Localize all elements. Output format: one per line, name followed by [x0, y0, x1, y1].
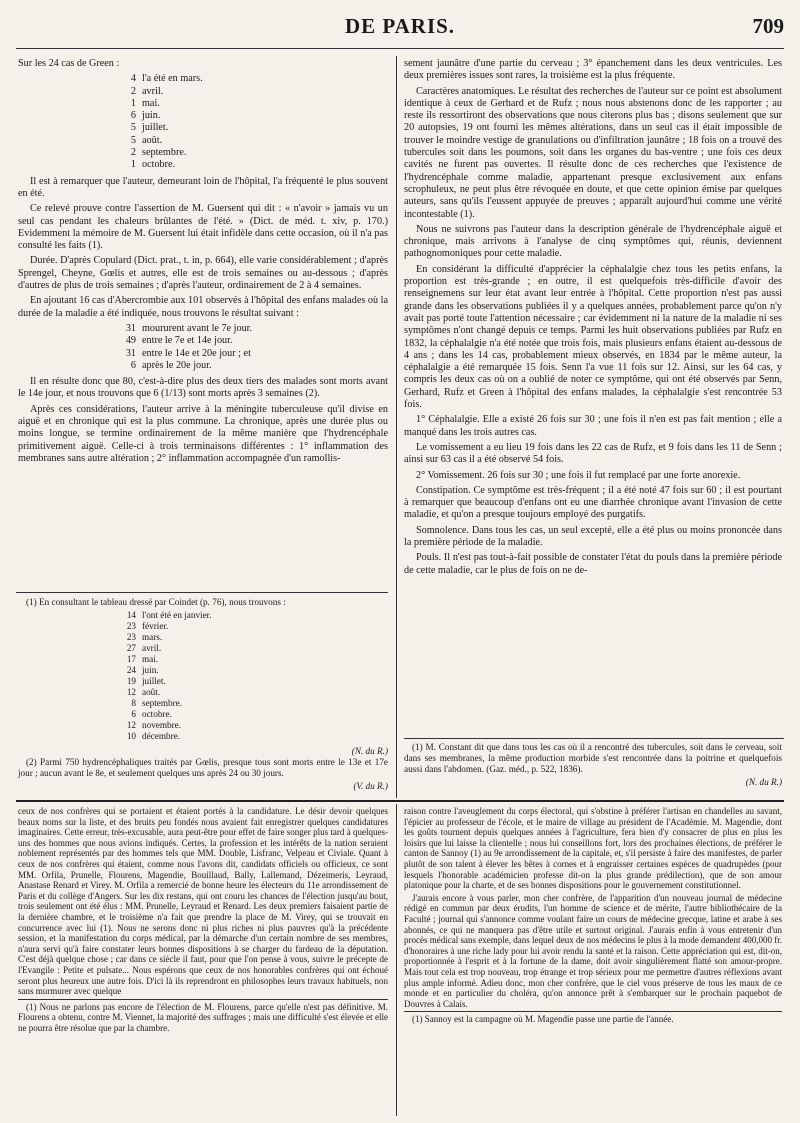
- table-row: 5 juillet.: [130, 122, 169, 134]
- table-row: 6 après le 20e jour.: [130, 359, 212, 371]
- footnote: (1) Nous ne parlons pas encore de l'élection de M. Flourens, parce qu'elle n'est pas définitive. M. Flourens a obtenu, contre M. Viennet, la majorité des suffrages ; mais une difficulté s'est élevée et elle ne pourra être résolue que par la chambre.: [18, 999, 388, 1034]
- table-row: 4 l'a été en mars.: [130, 73, 203, 85]
- paragraph: J'aurais encore à vous parler, mon cher confrère, de l'apparition d'un nouveau journal de médecine rédigé en commun par deux érudits, l'un homme de science et de mérite, l'autre bibliothécaire de la Faculté ; journal qui s'annonce comme voulant faire un cours de médecine grecque, latine et arabe à ses abonnés, ce qui ne manquera pas d'être utile et surtout original. J'aurais enfin à vous entretenir d'un procès médical sans exemple, dans lequel deux de nos médecins le plus à la mode demandent 400,000 fr. d'honoraires à une riche lady pour lui avoir rendu la santé et la raison. Cette appréciation qui est, dit-on, proportionnée à l'esprit et à la fortune de la dame, doit avoir singulièrement flatté son amour-propre. Mais tout cela est trop nouveau, trop étrange et trop sérieux pour me permettre d'autres réflexions avant plus ample informé. Adieu donc, mon cher confrère, que le ciel vous préserve de tous les maux de ce monde et en particulier du choléra, qu'on annonce prêt à s'embarquer sur le prochain paquebot de Douvres à Calais.: [404, 892, 782, 1009]
- right-column: [404, 58, 782, 580]
- paragraph: En ajoutant 16 cas d'Abercrombie aux 101 observés à l'hôpital des enfans malades où la durée de la maladie a été indiquée, nous trouvons le résultat suivant :: [18, 295, 388, 319]
- table-row: 23 mars.: [126, 632, 163, 642]
- note-signature: (N. du R.): [745, 777, 782, 787]
- feuilleton-rule: [16, 800, 784, 802]
- paragraph: Il en résulte donc que 80, c'est-à-dire plus des deux tiers des malades sont morts avant le 14e jour, et nous trouvons que 6 (1/13) sont morts après 3 semaines (2).: [18, 376, 388, 400]
- table-row: 10 décembre.: [126, 731, 181, 741]
- table-row: 49 entre le 7e et 14e jour.: [125, 335, 233, 347]
- death-table: [18, 323, 388, 372]
- running-title: DE PARIS.: [344, 14, 456, 38]
- paragraph: Le vomissement a eu lieu 19 fois dans les 22 cas de Rufz, et 9 fois dans les 11 de Senn ; ainsi sur 63 cas il a été observé 54 fois.: [404, 441, 782, 466]
- table-row: 19 juillet.: [126, 676, 166, 686]
- paragraph: Pouls. Il n'est pas tout-à-fait possible de constater l'état du pouls dans la première période de cette maladie, car le plus de fois on ne de-: [404, 552, 782, 576]
- paragraph: Nous ne suivrons pas l'auteur dans la description générale de l'hydrencéphale aiguë et chronique, mais arrivons à l'analyse de cinq symptômes qui, réunis, deviennent pathognomoniques pour cette maladie.: [404, 223, 782, 260]
- table-row: 6 juin.: [130, 110, 161, 122]
- table-row: 12 août.: [126, 687, 161, 697]
- paragraph: raison contre l'aveuglement du corps électoral, qui s'obstine à préférer l'artisan en chandelles au savant, l'épicier au professeur de l'école, et le maire de village au président de l'Académie. M. Magendie, dont les goûts tournent depuis quelques années à l'agriculture, fera bien d'y consacrer de plus en plus les loisirs que lui laisse la clientelle ; nous lui conseillons fort, lors des prochaines élections, de préférer le canton de Sannoy (1) au 9e arrondissement de la capitale, et, s'il persiste à faire des manifestes, de parler plutôt de son talent à élever les bêtes à cornes et à engraisser certaines espèces de quadrupèdes (pour lesquels l'honorable académicien professe dit-on la plus grande prédilection), que de son amour platonique pour la charte, et de ses bonnes dispositions pour le gouvernement constitutionnel.: [404, 806, 782, 891]
- page-header: [16, 14, 784, 44]
- paragraph: Sur les 24 cas de Green :: [18, 58, 120, 69]
- header-rule: [16, 48, 784, 49]
- footnote: (1) Sannoy est la campagne où M. Magendie passe une partie de l'année.: [404, 1011, 782, 1025]
- paragraph: Il est à remarquer que l'auteur, demeurant loin de l'hôpital, l'a fréquenté le plus souvent en été.: [18, 175, 388, 199]
- table-row: 24 juin.: [126, 665, 159, 675]
- coindet-table: [18, 610, 388, 742]
- left-footnotes: [18, 597, 388, 792]
- table-row: 12 novembre.: [126, 720, 182, 730]
- feuilleton-right: [404, 806, 782, 1027]
- paragraph: En considérant la difficulté d'apprécier la céphalalgie chez tous les petits enfans, la proportion est très-grande ; en outre, il est quelquefois très-difficile d'avoir des renseignemens sur leur état avant leur entrée à l'hôpital. Cette proportion n'est pas aussi grande dans les observations publiées il y a quelques années, probablement parce qu'on n'y avait pas porté toute l'attention nécessaire ; car évidemment ni la nature de la maladie ni ses symptômes n'ont changé depuis ce temps. Parmi les huit observations publiées par Rufz en 1832, la céphalalgie n'a été notée que trois fois, mais plusieurs enfans étaient au-dessous de 4 ans ; dans les 14 cas, probablement mieux observés, en 1834 par le même auteur, la céphalalgie a été remarquée 15 fois. Senn l'a vue 11 fois sur 12. Ainsi, sur les 64 cas, y compris les deux cas où on a oublié de noter ce symptôme, qui ont été observés par Senn, Gerhard, Rufz et Green à l'hôpital des enfans malades, la céphalalgie s'est rencontrée 53 fois.: [404, 263, 782, 411]
- feuilleton-left: [18, 806, 388, 1035]
- footnote: (1) En consultant le tableau dressé par Coindet (p. 76), nous trouvons :: [26, 597, 286, 607]
- paragraph: Ce relevé prouve contre l'assertion de M. Guersent qui dit : « n'avoir » jamais vu un seul cas pendant les chaleurs brûlantes de l'été. » (Dict. de méd. t. xiv, p. 170.) Evidemment la mémoire de M. Guersent lui était infidèle dans cette occasion, où il n'a pas consulté les faits (1).: [18, 203, 388, 252]
- table-row: 17 mai.: [126, 654, 159, 664]
- paragraph: 1° Céphalalgie. Elle a existé 26 fois sur 30 ; une fois il n'en est pas fait mention ; elle a manqué dans les trois autres cas.: [404, 414, 782, 438]
- paragraph: Après ces considérations, l'auteur arrive à la méningite tuberculeuse qu'il divise en aiguë et en chronique qui est la plus commune. La chronique, après une durée plus ou moins longue, se termine ordinairement de la même manière que l'hydrencéphale primitivement aiguë. Celle-ci à trois terminaisons différentes : 1° inflammation des membranes sans autre altération ; 2° inflammation accompagnée d'un ramollis-: [18, 403, 388, 464]
- table-row: 14 l'ont été en janvier.: [126, 610, 212, 620]
- paragraph: Constipation. Ce symptôme est très-fréquent ; il a été noté 47 fois sur 60 ; il est pourtant à remarquer que beaucoup d'enfans ont eu une diarrhée chronique avant l'invasion de cette maladie, et qu'on a presque toujours employé des purgatifs.: [404, 484, 782, 521]
- table-row: 6 octobre.: [131, 709, 172, 719]
- table-row: 8 septembre.: [131, 698, 183, 708]
- table-row: 31 entre le 14e et 20e jour ; et: [125, 347, 251, 359]
- table-row: 27 avril.: [126, 643, 162, 653]
- months-table: [18, 73, 388, 171]
- table-row: 31 moururent avant le 7e jour.: [125, 322, 253, 334]
- paragraph: Durée. D'après Copulard (Dict. prat., t. in, p. 664), elle varie considérablement ; d'après Sprengel, Cheyne, Gœlis et autres, elle est de trois semaines ou au-dessous ; d'après d'autres de plus de trois semaines ; d'après l'auteur, ordinairement de 2 à 4 semaines.: [18, 255, 388, 292]
- left-column: [18, 58, 388, 468]
- table-row: 2 septembre.: [130, 147, 187, 159]
- footnote: (2) Parmi 750 hydrencéphaliques traités par Gœlis, presque tous sont morts entre le 13e et 17e jour ; aucun avant le 8e, et seulement quelques uns après 24 ou 30 jours.: [18, 757, 388, 778]
- feuilleton-divider: [396, 804, 397, 1116]
- note-signature: (V. du R.): [353, 781, 388, 791]
- footnote: (1) M. Constant dit que dans tous les cas où il a rencontré des tubercules, soit dans le cerveau, soit dans ses membranes, la même production morbide s'est rencontrée dans la poitrine et quelquefois aussi dans l'abdomen. (Gaz. méd., p. 522, 1836).: [404, 742, 782, 774]
- table-row: 5 août.: [130, 134, 163, 146]
- table-row: 23 février.: [126, 621, 169, 631]
- paragraph: Somnolence. Dans tous les cas, un seul excepté, elle a été plus ou moins prononcée dans la première période de la maladie.: [404, 524, 782, 548]
- page-number: 709: [752, 14, 784, 38]
- paragraph: sement jaunâtre d'une partie du cerveau ; 3° épanchement dans les deux ventricules. Les deux premières issues sont rares, la troisième est la plus fréquente.: [404, 58, 782, 82]
- note-signature: (N. du R.): [351, 746, 388, 756]
- paragraph: ceux de nos confrères qui se portaient et étaient portés à la candidature. Le désir devoir quelques beaux noms sur la liste, et des bruits peu fondés nous avaient fait enregistrer quelques candidatures imaginaires. Cette erreur, très-excusable, aura peut-être pour effet de faire songer plus tard à quelques-uns des hommes que nous avions indiqués. Certes, la profession et les intérêts de la nation seraient noblement représentés par des hommes tels que MM. Double, Lisfranc, Velpeau et Civiale. Quant à ceux de nos confrères qui étaient, comme nous l'avons dit, candidats officiels ou officieux, ce sont MM. Orfila, Prunelle, Flourens, Magendie, Bouillaud, Bally, Lallemand, Dézeimeris, Leyraud, Anastase Renard et Virey. M. Orfila a remercié de bonne heure les électeurs du 11e arrondissement de Paris et du collège d'Angers. Sur les dix restans, qui ont couru les chances de l'élection jusqu'au bout, trois seulement ont été élus : MM. Prunelle, Leyraud et Renard. Les deux premiers faisaient partie de la dernière chambre, et le troisième n'a fait que prendre la place de M. Virey, qui se trouvait en concurrence avec lui (1). Nous ne serons donc ni plus riches ni plus pauvres qu'à la précédente session, et la manifestation du corps médical, par la démarche d'un certain nombre de ses membres, n'aura servi qu'à faire constater leurs bonnes dispositions à se charger du fardeau de la députation. C'est déjà quelque chose ; car dans ce siècle il faut, pour que l'on pense à vous, suivre le précepte de l'Evangile : Petite et pulsate... Nous espérons que ceux de nos honorables confrères qui ont échoué seront plus heureux une autre fois. D'ici là ils reprendront en philosophes leurs travaux habituels, non sans murmurer avec quelque: [18, 806, 388, 997]
- paragraph: Caractères anatomiques. Le résultat des recherches de l'auteur sur ce point est absolument identique à ceux de Gerhard et de Rufz ; nous nous abstenons donc de les rapporter ; au reste ils ressortiront des observations que nous citerons plus bas ; disons seulement que sur 20 autopsies, 19 ont fourni les mêmes altérations, dans un seul cas il était impossible de trouver le moindre vestige de granulations ou d'infiltration jaunâtre ; 18 fois on a trouvé des tubercules soit dans les poumons, soit dans les organes du bas-ventre ; une fois ces deux cavités ne furent pas ouvertes. Il résulte donc de ces recherches que l'existence de l'hydrencéphale comme maladie, appartenant presque exclusivement aux enfans scrophuleux, ne peut plus être révoquée en doute, et que cette opinion émise par quelques auteurs, sans qu'ils l'eussent appuyée de preuves ; apparaît aujourd'hui comme une vérité incontestable (1).: [404, 85, 782, 220]
- footnote-rule-right: [404, 738, 784, 739]
- table-row: 1 mai.: [130, 97, 160, 109]
- table-row: 1 octobre.: [130, 159, 176, 171]
- right-footnotes: [404, 742, 782, 788]
- table-row: 2 avril.: [130, 85, 164, 97]
- column-divider: [396, 56, 397, 798]
- paragraph: 2° Vomissement. 26 fois sur 30 ; une fois il fut remplacé par une forte anorexie.: [416, 469, 741, 481]
- footnote-rule-left: [16, 592, 388, 593]
